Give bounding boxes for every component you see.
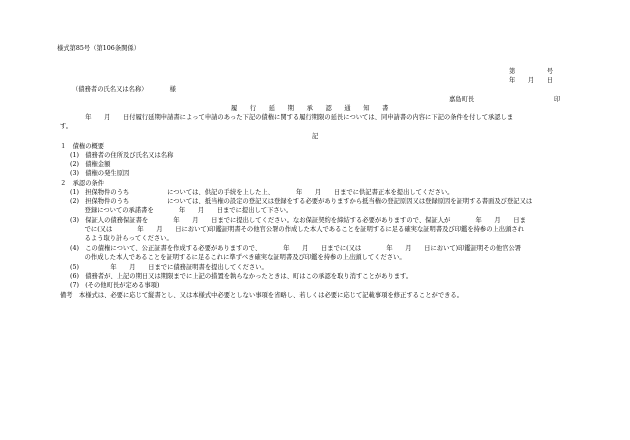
section2-heading: ２ 承認の条件 <box>60 180 105 187</box>
section2-item: (6) 債務者が、上記の期日又は期限までに上記の措置を執らなかったときは、町はこの承認を取り消すことがあります。 <box>70 273 413 280</box>
section1-item: (3) 債権の発生原因 <box>70 170 130 177</box>
section2-item: (7) (その他町長が定める事項) <box>70 282 160 289</box>
ki-heading: 記 <box>312 133 319 140</box>
document-date: 年 月 日 <box>509 77 554 84</box>
remarks-note: 備考 本様式は、必要に応じて縦書とし、又は本様式中必要としない事項を省略し、若しくは必要に応じて記載事項を修正することができる。 <box>60 292 463 299</box>
document-number: 第 号 <box>509 68 554 75</box>
section1-item: (2) 債権金額 <box>70 161 111 168</box>
section2-item: (1) 担保物件のうち については、供記の手続を上した上、 年 月 日までに供記書正本を提出してください。 <box>70 189 454 196</box>
intro-line-1: 年 月 日付履行延期申請書によって申請のあった下記の債権に関する履行期限の延長については、同申請書の内容に下記の条件を付して承認しま <box>60 114 514 121</box>
section2-item: でに(又は 年 月 日において)印鑑証明書その他官公署の作成した本人であることを証明するに足る確実な証明書及び印鑑を持参の上出頭され <box>70 226 524 233</box>
section2-item: の作成した本人であることを証明するに足るこれに準ずべき確実な証明書及び印鑑を持参の上出頭してください。 <box>70 254 406 261</box>
section2-item: 登録についての承諾書を 年 月 日までに提出して下さい。 <box>70 207 293 214</box>
issuer-name: 嘉島町長 <box>449 96 475 103</box>
section2-item: (3) 保証人の債務保証書を 年 月 日までに提出してください。なお保証契約を締結する必要がありますので、保証人が 年 月 日ま <box>70 217 526 224</box>
intro-line-2: す。 <box>60 123 73 130</box>
section2-item: (5) 年 月 日までに債務証明書を提出してください。 <box>70 264 268 271</box>
form-number: 様式第85号（第106条関係） <box>57 45 141 52</box>
section2-item: (2) 担保物件のうち については、抵当権の設定の登記又は登録をする必要がありますから抵当権の登記原因又は登録原因を証明する書面及び登記又は <box>70 198 533 205</box>
issuer-seal: 印 <box>554 96 561 103</box>
section2-item: るよう取り計らってください。 <box>70 235 173 242</box>
addressee: （債務者の氏名又は名称） 様 <box>72 86 176 93</box>
section1-item: (1) 債務者の住所及び氏名又は名称 <box>70 152 174 159</box>
document-title: 履 行 延 期 承 認 通 知 書 <box>231 105 389 112</box>
section2-item: (4) この債権について、公正証書を作成する必要がありますので、 年 月 日までに(又は 年 月 日において)印鑑証明その他官公署 <box>70 245 522 252</box>
section1-heading: １ 債権の概要 <box>60 143 105 150</box>
